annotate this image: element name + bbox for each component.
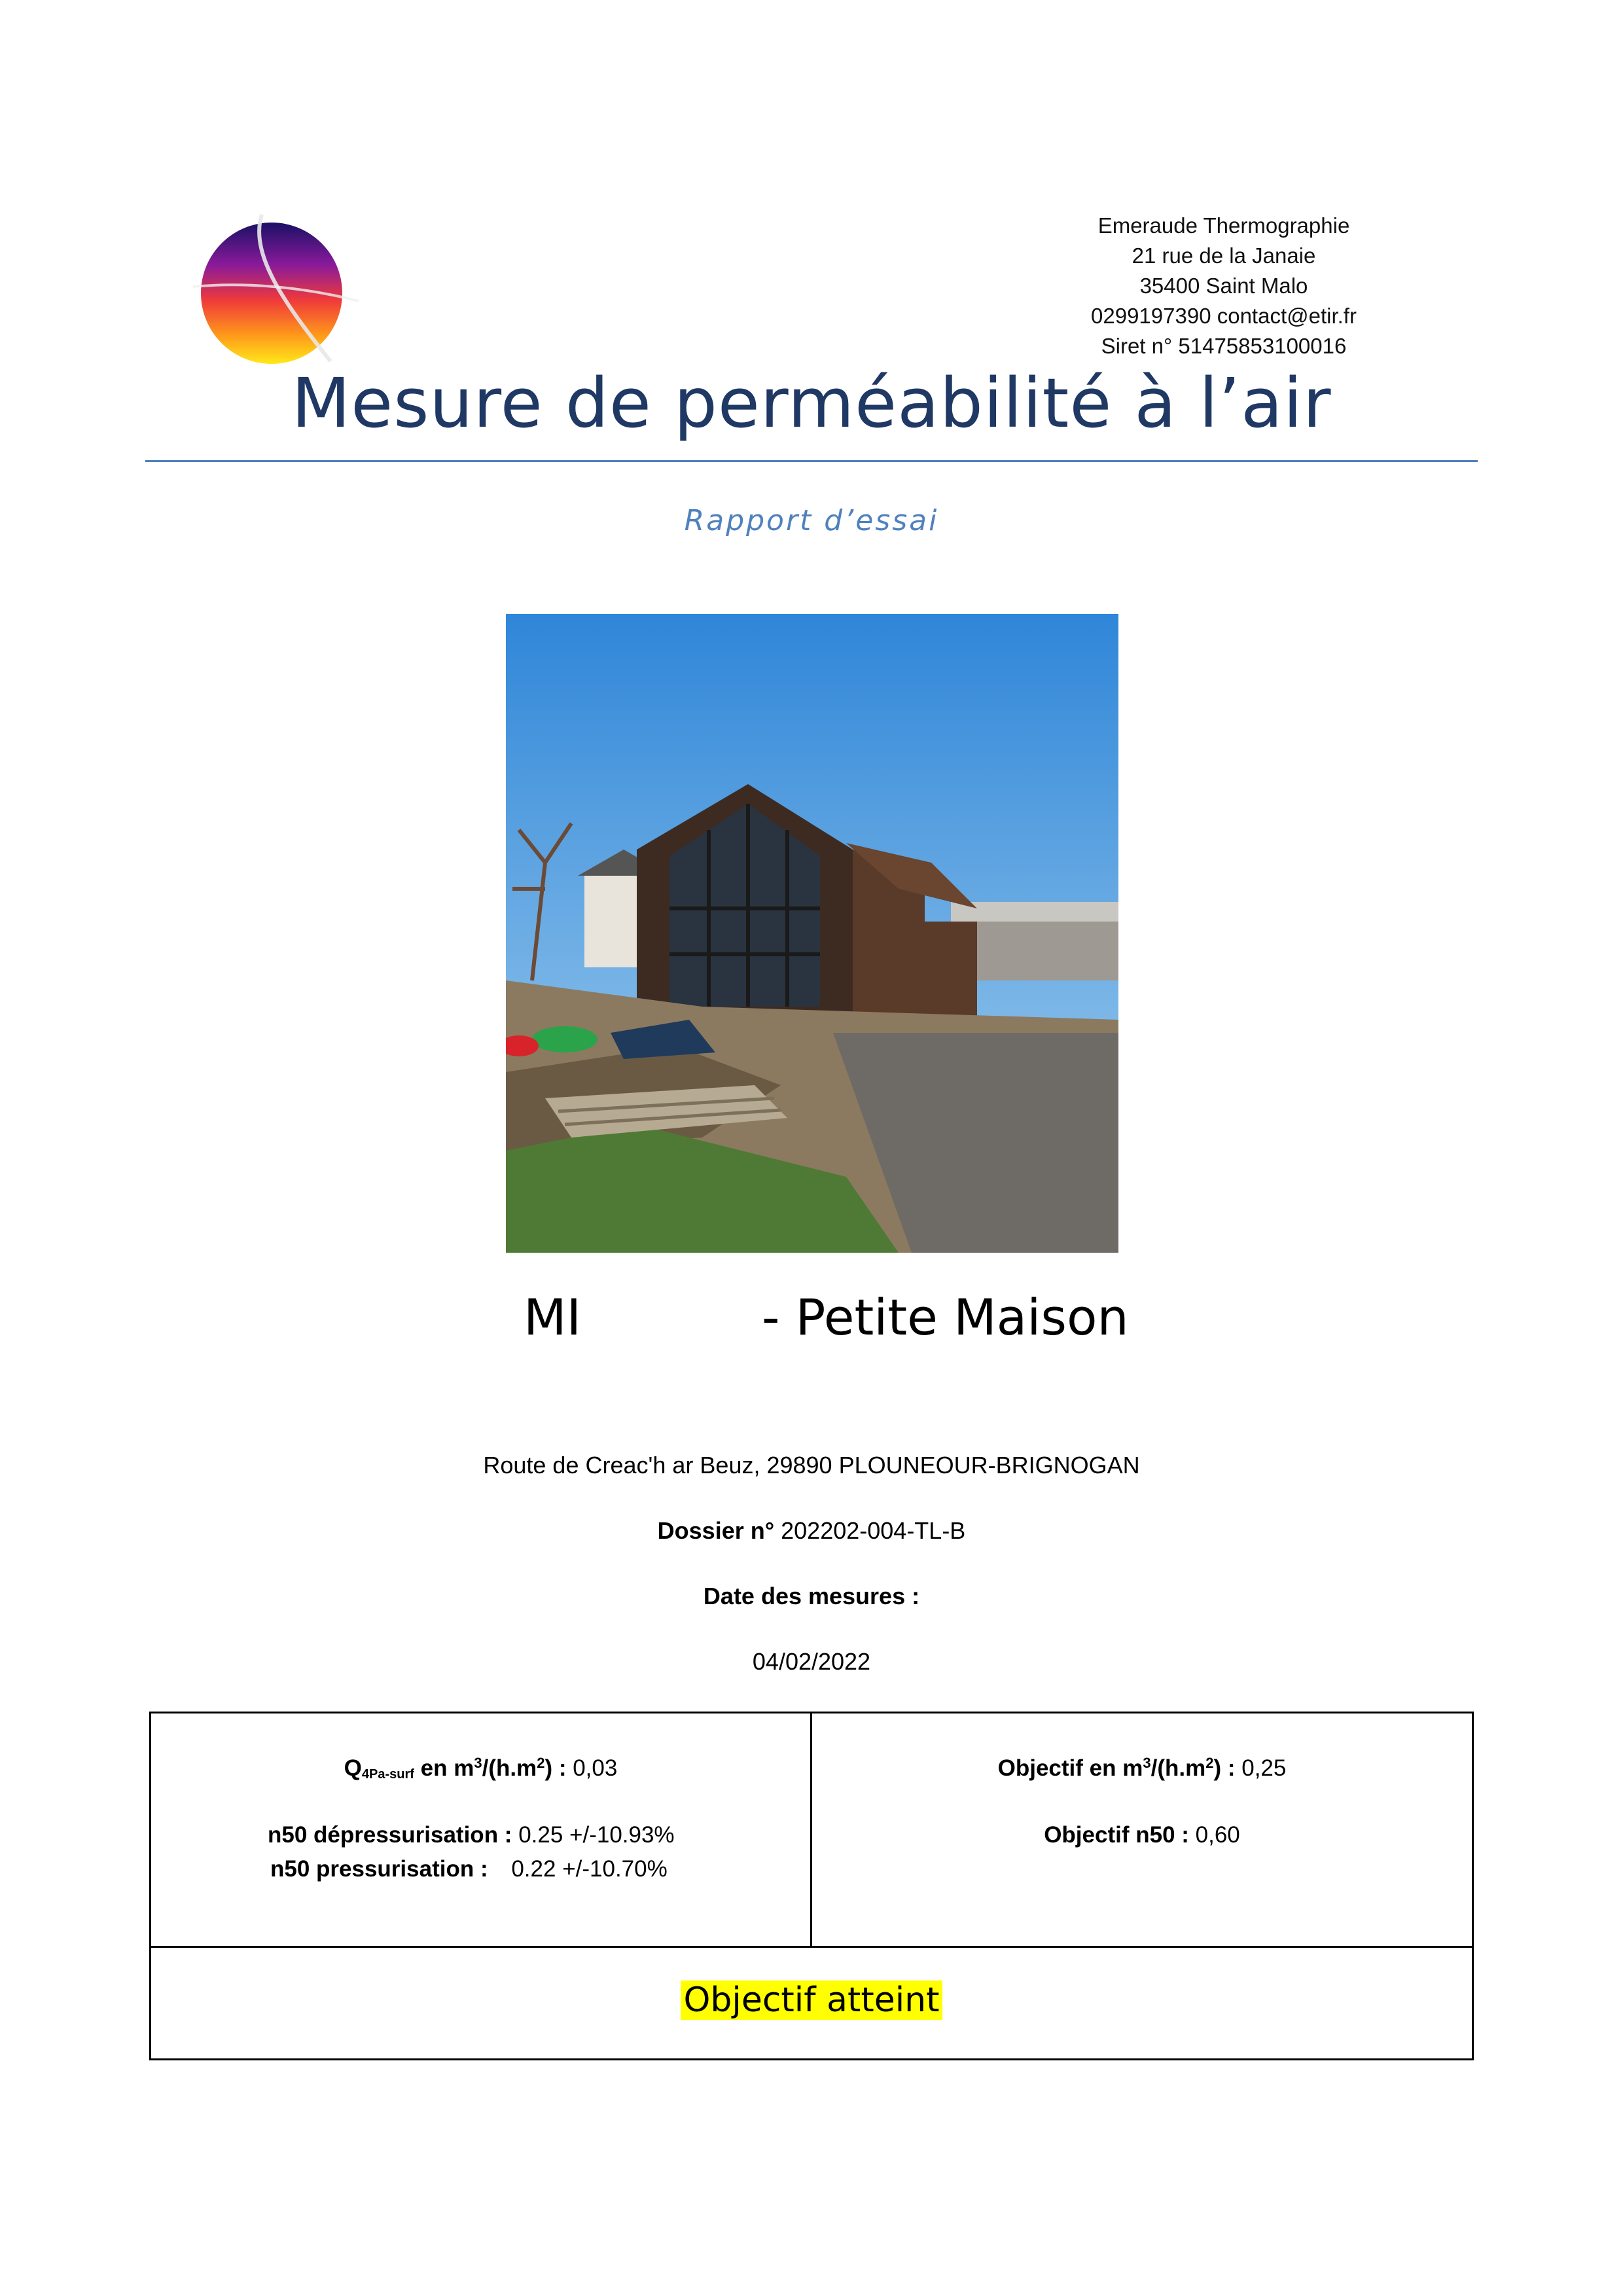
project-address: Route de Creac'h ar Beuz, 29890 PLOUNEOUR-BRIGNOGAN bbox=[483, 1452, 1140, 1479]
n50-dep-value: 0.25 +/-10.93% bbox=[518, 1822, 675, 1848]
company-contact: 0299197390 contact@etir.fr bbox=[1091, 304, 1357, 328]
target-unit-sup2: 2 bbox=[1205, 1755, 1214, 1771]
target-n50 bbox=[812, 1822, 1472, 1848]
target-label-b: /(h.m bbox=[1150, 1755, 1206, 1781]
results-table bbox=[149, 1712, 1474, 2060]
dossier-number bbox=[0, 1517, 1623, 1545]
report-subtitle: Rapport d’essai bbox=[684, 504, 939, 537]
results-status-cell bbox=[151, 1948, 1472, 2059]
dossier-value: 202202-004-TL-B bbox=[781, 1517, 966, 1544]
q4-label-prefix: Q bbox=[344, 1755, 362, 1781]
q4-label-unit-c: ) : bbox=[544, 1755, 567, 1781]
q4-result bbox=[151, 1755, 810, 1782]
q4-unit-sup3: 3 bbox=[474, 1755, 482, 1771]
company-logo-icon bbox=[190, 209, 360, 380]
company-info bbox=[1021, 211, 1427, 361]
report-title: Mesure de perméabilité à l’air bbox=[291, 363, 1332, 443]
target-n50-label: Objectif n50 : bbox=[1044, 1822, 1189, 1848]
q4-label-sub: 4Pa-surf bbox=[361, 1767, 414, 1782]
company-name: Emeraude Thermographie bbox=[1097, 213, 1350, 238]
n50-pres-value: 0.22 +/-10.70% bbox=[511, 1856, 668, 1882]
project-name: - Petite Maison bbox=[762, 1288, 1129, 1346]
target-n50-value: 0,60 bbox=[1195, 1822, 1240, 1848]
target-label-a: Objectif en m bbox=[997, 1755, 1143, 1781]
title-divider bbox=[145, 460, 1478, 462]
n50-depressurisation bbox=[268, 1822, 675, 1848]
q4-label-unit-b: /(h.m bbox=[482, 1755, 537, 1781]
status-badge: Objectif atteint bbox=[681, 1981, 942, 2020]
measurement-date-label: Date des mesures : bbox=[703, 1583, 920, 1609]
results-target-cell bbox=[812, 1713, 1472, 1946]
n50-dep-label: n50 dépressurisation : bbox=[268, 1822, 512, 1848]
measurement-date-value: 04/02/2022 bbox=[752, 1648, 871, 1675]
company-city: 35400 Saint Malo bbox=[1139, 274, 1308, 298]
project-code: MI bbox=[524, 1288, 581, 1346]
target-q4 bbox=[812, 1755, 1472, 1782]
q4-label-unit-a: en m bbox=[414, 1755, 474, 1781]
target-label-c: ) : bbox=[1213, 1755, 1236, 1781]
n50-pressurisation bbox=[270, 1856, 668, 1882]
target-unit-sup3: 3 bbox=[1143, 1755, 1151, 1771]
house-photo bbox=[506, 614, 1118, 1253]
n50-pres-label: n50 pressurisation : bbox=[270, 1856, 488, 1882]
q4-value: 0,03 bbox=[573, 1755, 618, 1781]
company-siret: Siret n° 51475853100016 bbox=[1101, 334, 1347, 358]
target-q4-value: 0,25 bbox=[1241, 1755, 1287, 1781]
q4-unit-sup2: 2 bbox=[537, 1755, 545, 1771]
dossier-label: Dossier n° bbox=[657, 1517, 775, 1544]
company-street: 21 rue de la Janaie bbox=[1132, 243, 1316, 268]
results-measured-cell bbox=[151, 1713, 812, 1946]
